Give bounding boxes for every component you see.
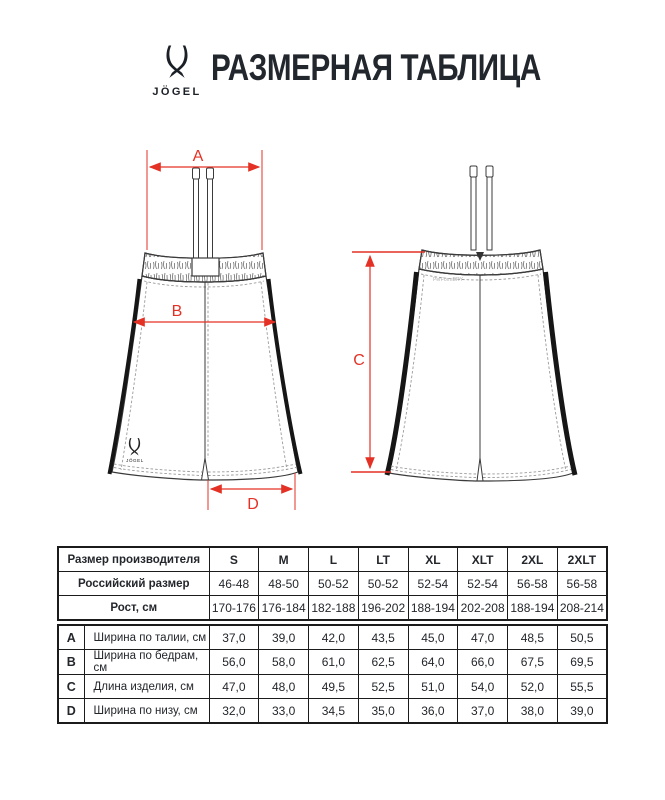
measurement-row [58, 625, 607, 650]
size-value-cell: L [309, 547, 359, 572]
measurement-value-cell: 48,5 [508, 625, 558, 650]
size-value-cell: 176-184 [259, 596, 309, 621]
brand-logo [143, 40, 211, 98]
size-value-cell: 202-208 [458, 596, 508, 621]
size-header-row [58, 547, 607, 572]
measurement-value-cell: 67,5 [508, 650, 558, 675]
front-view-drawing [110, 168, 301, 480]
measurement-value-cell: 62,5 [358, 650, 408, 675]
size-value-cell: 46-48 [209, 572, 259, 596]
measurement-value-cell: 38,0 [508, 699, 558, 724]
brand-name: JÖGEL [152, 86, 202, 98]
page-title: РАЗМЕРНАЯ ТАБЛИЦА [211, 47, 541, 88]
shorts-back-body [389, 269, 573, 481]
size-value-cell: XLT [458, 547, 508, 572]
size-table-header-section [57, 546, 608, 621]
measurement-value-cell: 42,0 [309, 625, 359, 650]
measurement-value-cell: 51,0 [408, 675, 458, 699]
measurement-value-cell: 32,0 [209, 699, 259, 724]
waistband-back [419, 250, 543, 275]
dim-label-d: D [247, 496, 259, 513]
size-value-cell: S [209, 547, 259, 572]
size-value-cell: M [259, 547, 309, 572]
row-label-cell: Размер производителя [58, 547, 209, 572]
measurement-value-cell: 39,0 [259, 625, 309, 650]
size-value-cell: 52-54 [458, 572, 508, 596]
dimension-letter-cell: B [58, 650, 84, 675]
measurement-value-cell: 45,0 [408, 625, 458, 650]
drawstrings-front [193, 168, 214, 264]
size-value-cell: 48-50 [259, 572, 309, 596]
measurement-value-cell: 49,5 [309, 675, 359, 699]
measurement-label-cell: Ширина по низу, см [84, 699, 209, 724]
size-value-cell: 182-188 [309, 596, 359, 621]
size-table-measure-section [57, 624, 608, 724]
measurement-value-cell: 35,0 [358, 699, 408, 724]
size-table [57, 546, 608, 724]
size-value-cell: 188-194 [508, 596, 558, 621]
measurement-value-cell: 50,5 [557, 625, 607, 650]
dimension-letter-cell: C [58, 675, 84, 699]
measurement-value-cell: 34,5 [309, 699, 359, 724]
size-value-cell: 170-176 [209, 596, 259, 621]
row-label-cell: Рост, см [58, 596, 209, 621]
shorts-diagram [0, 130, 665, 542]
measurement-label-cell: Длина изделия, см [84, 675, 209, 699]
drawstrings-back [470, 166, 493, 250]
dimension-letter-cell: D [58, 699, 84, 724]
measurement-value-cell: 37,0 [458, 699, 508, 724]
dimension-letter-cell: A [58, 625, 84, 650]
measurement-value-cell: 56,0 [209, 650, 259, 675]
measurement-value-cell: 66,0 [458, 650, 508, 675]
measurement-value-cell: 43,5 [358, 625, 408, 650]
waistband-front [142, 253, 266, 282]
measurement-row [58, 699, 607, 724]
size-value-cell: 50-52 [358, 572, 408, 596]
size-value-cell: 188-194 [408, 596, 458, 621]
measurement-value-cell: 61,0 [309, 650, 359, 675]
size-value-cell: 208-214 [557, 596, 607, 621]
measurement-value-cell: 47,0 [458, 625, 508, 650]
measurement-value-cell: 48,0 [259, 675, 309, 699]
dim-label-c: C [353, 352, 365, 369]
size-header-row [58, 572, 607, 596]
measurement-value-cell: 36,0 [408, 699, 458, 724]
measurement-value-cell: 52,0 [508, 675, 558, 699]
size-value-cell: 52-54 [408, 572, 458, 596]
measurement-row [58, 650, 607, 675]
waistband-label-patch [192, 258, 219, 276]
size-value-cell: 56-58 [508, 572, 558, 596]
measurement-value-cell: 37,0 [209, 625, 259, 650]
measurement-label-cell: Ширина по талии, см [84, 625, 209, 650]
size-value-cell: 196-202 [358, 596, 408, 621]
measurement-value-cell: 39,0 [557, 699, 607, 724]
measurement-value-cell: 47,0 [209, 675, 259, 699]
measurement-value-cell: 55,5 [557, 675, 607, 699]
dim-label-b: B [171, 303, 183, 320]
size-value-cell: 56-58 [557, 572, 607, 596]
size-value-cell: 2XL [508, 547, 558, 572]
size-value-cell: 50-52 [309, 572, 359, 596]
size-value-cell: LT [358, 547, 408, 572]
back-view-drawing [387, 166, 575, 481]
leg-logo-text: JÖGEL [126, 458, 144, 463]
measurement-value-cell: 54,0 [458, 675, 508, 699]
measurement-value-cell: 52,5 [358, 675, 408, 699]
size-header-row [58, 596, 607, 621]
size-value-cell: 2XLT [557, 547, 607, 572]
row-label-cell: Российский размер [58, 572, 209, 596]
measurement-value-cell: 64,0 [408, 650, 458, 675]
measurement-value-cell: 69,5 [557, 650, 607, 675]
measurement-row [58, 675, 607, 699]
dim-a [147, 148, 262, 250]
jogel-logo-icon [163, 40, 191, 84]
dim-label-a: A [192, 148, 204, 165]
measurement-value-cell: 58,0 [259, 650, 309, 675]
fabric-tech-text: PerFormDRY [433, 277, 463, 283]
measurement-value-cell: 33,0 [259, 699, 309, 724]
size-value-cell: XL [408, 547, 458, 572]
measurement-label-cell: Ширина по бедрам, см [84, 650, 209, 675]
